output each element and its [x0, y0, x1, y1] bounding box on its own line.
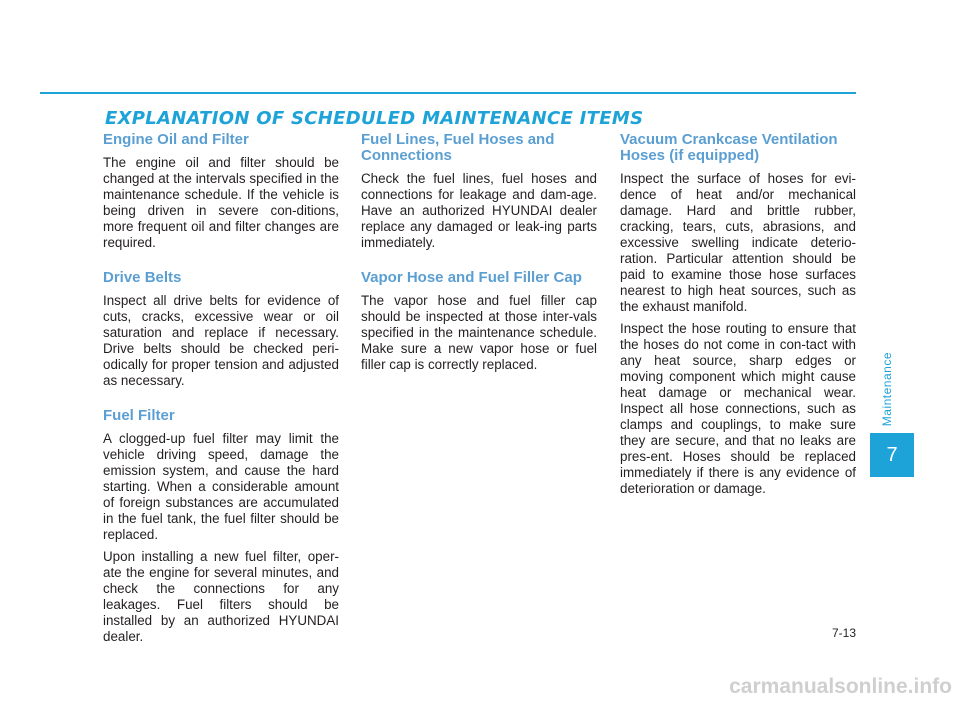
chapter-side-label: Maintenance	[880, 352, 894, 427]
section-vacuum-crankcase	[620, 132, 856, 497]
section-heading: Vacuum Crankcase Ventilation Hoses (if equipped)	[620, 131, 838, 164]
paragraph: The vapor hose and fuel filler cap should be inspected at those inter-vals specified in the maintenance schedule. Make sure a new vapor hose or fuel filler cap is correctly replaced.	[361, 293, 597, 372]
paragraph: Inspect the hose routing to ensure that the hoses do not come in con-tact with any heat source, sharp edges or moving component which might cause heat damage or mechanical wear. Inspect all hose connections, such as clamps and couplings, to make sure they are secure, and that no leaks are pres-ent. Hoses should be replaced immediately if there is any evidence of deterioration or damage.	[620, 321, 856, 496]
section-fuel-filter	[103, 408, 339, 645]
watermark: carmanualsonline.info	[729, 675, 952, 698]
section-fuel-lines	[361, 132, 597, 251]
header-rule	[40, 92, 856, 94]
column-3	[620, 132, 856, 516]
paragraph: Inspect the surface of hoses for evi-dence of heat and/or mechanical damage. Hard and brittle rubber, cracking, tears, cuts, abrasions, and excessive swelling indicate deterio-ration. Particular attention should be paid to examine those hose surfaces nearest to high heat sources, such as the exhaust manifold.	[620, 171, 856, 314]
paragraph: The engine oil and filter should be changed at the intervals specified in the maintenance schedule. If the vehicle is being driven in severe con-ditions, more frequent oil and filter changes are required.	[103, 155, 339, 250]
section-heading: Vapor Hose and Fuel Filler Cap	[361, 269, 582, 286]
section-vapor-hose	[361, 270, 597, 373]
paragraph: Upon installing a new fuel filter, oper-ate the engine for several minutes, and check the connections for any leakages. Fuel filters should be installed by an authorized HYUNDAI dealer.	[103, 549, 339, 644]
chapter-tab: 7	[870, 433, 914, 477]
page-number: 7-13	[831, 626, 856, 640]
section-drive-belts	[103, 270, 339, 389]
section-engine-oil	[103, 132, 339, 251]
section-heading: Fuel Lines, Fuel Hoses and Connections	[361, 131, 555, 164]
paragraph: A clogged-up fuel filter may limit the vehicle driving speed, damage the emission system, and cause the hard starting. When a considerable amount of foreign substances are accumulated in the fuel tank, the fuel filter should be replaced.	[103, 431, 339, 542]
column-1	[103, 132, 339, 664]
column-2	[361, 132, 597, 392]
page-title: EXPLANATION OF SCHEDULED MAINTENANCE ITEMS	[105, 108, 644, 129]
section-heading: Fuel Filter	[103, 407, 175, 424]
section-heading: Drive Belts	[103, 269, 182, 286]
paragraph: Inspect all drive belts for evidence of cuts, cracks, excessive wear or oil saturation and replace if necessary. Drive belts should be checked peri-odically for proper tension and adjusted as necessary.	[103, 293, 339, 388]
paragraph: Check the fuel lines, fuel hoses and connections for leakage and dam-age. Have an authorized HYUNDAI dealer replace any damaged or leak-ing parts immediately.	[361, 171, 597, 250]
section-heading: Engine Oil and Filter	[103, 131, 249, 148]
